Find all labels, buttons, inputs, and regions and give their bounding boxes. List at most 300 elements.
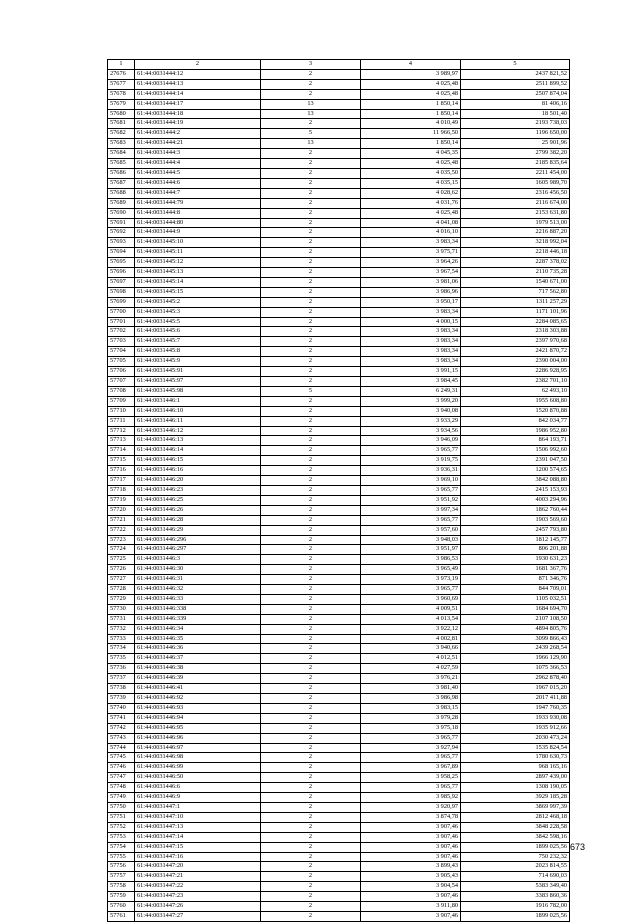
type-code-cell: 2 — [261, 277, 361, 287]
type-code-cell: 2 — [261, 426, 361, 436]
specific-value-cell: 6 249,31 — [361, 386, 461, 396]
row-number-cell: 57682 — [108, 129, 135, 139]
cadastral-value-cell: 871 346,76 — [461, 575, 570, 585]
cadastral-number-cell: 61:44:0031446:37 — [135, 654, 261, 664]
cadastral-number-cell: 61:44:0031445:3 — [135, 307, 261, 317]
cadastral-value-cell: 1535 824,54 — [461, 743, 570, 753]
cadastral-number-cell: 61:44:0031445:8 — [135, 347, 261, 357]
cadastral-value-cell: 717 562,80 — [461, 287, 570, 297]
cadastral-value-cell: 2390 004,00 — [461, 357, 570, 367]
type-code-cell: 2 — [261, 902, 361, 912]
row-number-cell: 27676 — [108, 69, 135, 79]
table-row — [108, 753, 570, 763]
type-code-cell: 2 — [261, 357, 361, 367]
table-row — [108, 228, 570, 238]
cadastral-number-cell: 61:44:0031446:23 — [135, 485, 261, 495]
row-number-cell: 57716 — [108, 466, 135, 476]
specific-value-cell: 3 950,17 — [361, 297, 461, 307]
cadastral-number-cell: 61:44:0031444:12 — [135, 69, 261, 79]
row-number-cell: 57689 — [108, 198, 135, 208]
specific-value-cell: 4 035,50 — [361, 168, 461, 178]
specific-value-cell: 3 981,06 — [361, 277, 461, 287]
cadastral-value-cell: 4003 294,96 — [461, 495, 570, 505]
specific-value-cell: 3 907,46 — [361, 911, 461, 921]
cadastral-value-cell: 1681 367,76 — [461, 565, 570, 575]
type-code-cell: 2 — [261, 248, 361, 258]
table-row — [108, 476, 570, 486]
table-row — [108, 426, 570, 436]
cadastral-number-cell: 61:44:0031446:25 — [135, 495, 261, 505]
table-row — [108, 892, 570, 902]
specific-value-cell: 3 976,21 — [361, 674, 461, 684]
type-code-cell: 2 — [261, 684, 361, 694]
row-number-cell: 57755 — [108, 852, 135, 862]
cadastral-value-cell: 1933 930,08 — [461, 713, 570, 723]
row-number-cell: 57730 — [108, 604, 135, 614]
type-code-cell: 2 — [261, 555, 361, 565]
cadastral-value-cell: 806 201,88 — [461, 545, 570, 555]
specific-value-cell: 3 965,77 — [361, 485, 461, 495]
table-row — [108, 575, 570, 585]
row-number-cell: 57704 — [108, 347, 135, 357]
cadastral-value-cell: 1935 912,66 — [461, 723, 570, 733]
type-code-cell: 2 — [261, 218, 361, 228]
type-code-cell: 2 — [261, 743, 361, 753]
specific-value-cell: 4 025,48 — [361, 79, 461, 89]
type-code-cell: 2 — [261, 268, 361, 278]
specific-value-cell: 3 975,18 — [361, 723, 461, 733]
cadastral-value-cell: 2382 701,10 — [461, 377, 570, 387]
cadastral-value-cell: 2193 738,03 — [461, 119, 570, 129]
table-row — [108, 783, 570, 793]
specific-value-cell: 3 981,40 — [361, 684, 461, 694]
specific-value-cell: 3 965,77 — [361, 783, 461, 793]
cadastral-value-cell: 3842 088,80 — [461, 476, 570, 486]
table-row — [108, 159, 570, 169]
cadastral-number-cell: 61:44:0031445:13 — [135, 268, 261, 278]
table-row — [108, 594, 570, 604]
cadastral-value-cell: 2216 887,20 — [461, 228, 570, 238]
row-number-cell: 57739 — [108, 694, 135, 704]
cadastral-number-cell: 61:44:0031444:14 — [135, 89, 261, 99]
type-code-cell: 2 — [261, 624, 361, 634]
type-code-cell: 2 — [261, 604, 361, 614]
table-row — [108, 198, 570, 208]
cadastral-number-cell: 61:44:0031447:22 — [135, 882, 261, 892]
table-row — [108, 713, 570, 723]
table-row — [108, 347, 570, 357]
specific-value-cell: 3 965,49 — [361, 565, 461, 575]
cadastral-value-cell: 2962 878,40 — [461, 674, 570, 684]
table-row — [108, 89, 570, 99]
type-code-cell: 2 — [261, 535, 361, 545]
type-code-cell: 2 — [261, 594, 361, 604]
cadastral-value-cell: 2437 821,52 — [461, 69, 570, 79]
table-row — [108, 733, 570, 743]
specific-value-cell: 3 983,34 — [361, 357, 461, 367]
cadastral-value-cell: 1899 025,56 — [461, 842, 570, 852]
table-row — [108, 258, 570, 268]
cadastral-value-cell: 1200 574,65 — [461, 466, 570, 476]
cadastral-value-cell: 2030 473,24 — [461, 733, 570, 743]
row-number-cell: 57679 — [108, 99, 135, 109]
table-row — [108, 367, 570, 377]
row-number-cell: 57694 — [108, 248, 135, 258]
row-number-cell: 57748 — [108, 783, 135, 793]
row-number-cell: 57752 — [108, 822, 135, 832]
table-row — [108, 178, 570, 188]
cadastral-value-cell: 1967 015,20 — [461, 684, 570, 694]
row-number-cell: 57680 — [108, 109, 135, 119]
type-code-cell: 2 — [261, 515, 361, 525]
cadastral-value-table — [107, 59, 570, 922]
table-row — [108, 168, 570, 178]
cadastral-number-cell: 61:44:0031445:15 — [135, 287, 261, 297]
table-row — [108, 812, 570, 822]
row-number-cell: 57737 — [108, 674, 135, 684]
cadastral-number-cell: 61:44:0031445:98 — [135, 386, 261, 396]
cadastral-number-cell: 61:44:0031446:10 — [135, 406, 261, 416]
specific-value-cell: 3 927,94 — [361, 743, 461, 753]
cadastral-value-cell: 3869 997,39 — [461, 802, 570, 812]
specific-value-cell: 4 025,48 — [361, 89, 461, 99]
type-code-cell: 2 — [261, 476, 361, 486]
type-code-cell: 2 — [261, 198, 361, 208]
type-code-cell: 2 — [261, 773, 361, 783]
cadastral-number-cell: 61:44:0031446:12 — [135, 426, 261, 436]
cadastral-value-cell: 1311 257,29 — [461, 297, 570, 307]
specific-value-cell: 3 951,97 — [361, 545, 461, 555]
row-number-cell: 57758 — [108, 882, 135, 892]
table-row — [108, 703, 570, 713]
type-code-cell: 2 — [261, 911, 361, 921]
cadastral-number-cell: 61:44:0031446:96 — [135, 733, 261, 743]
cadastral-number-cell: 61:44:0031446:339 — [135, 614, 261, 624]
row-number-cell: 57722 — [108, 525, 135, 535]
type-code-cell: 2 — [261, 723, 361, 733]
specific-value-cell: 4 000,15 — [361, 317, 461, 327]
type-code-cell: 2 — [261, 485, 361, 495]
type-code-cell: 2 — [261, 703, 361, 713]
table-row — [108, 386, 570, 396]
specific-value-cell: 3 899,43 — [361, 862, 461, 872]
specific-value-cell: 3 967,54 — [361, 268, 461, 278]
specific-value-cell: 4 016,10 — [361, 228, 461, 238]
row-number-cell: 57749 — [108, 793, 135, 803]
table-row — [108, 862, 570, 872]
cadastral-number-cell: 61:44:0031446:28 — [135, 515, 261, 525]
specific-value-cell: 3 919,75 — [361, 456, 461, 466]
row-number-cell: 57692 — [108, 228, 135, 238]
type-code-cell: 2 — [261, 812, 361, 822]
table-row — [108, 99, 570, 109]
row-number-cell: 57721 — [108, 515, 135, 525]
type-code-cell: 2 — [261, 297, 361, 307]
cadastral-number-cell: 61:44:0031446:13 — [135, 436, 261, 446]
cadastral-number-cell: 61:44:0031447:26 — [135, 902, 261, 912]
specific-value-cell: 3 979,28 — [361, 713, 461, 723]
cadastral-number-cell: 61:44:0031447:13 — [135, 822, 261, 832]
table-row — [108, 773, 570, 783]
type-code-cell: 2 — [261, 634, 361, 644]
specific-value-cell: 4 035,15 — [361, 178, 461, 188]
cadastral-value-cell: 2287 378,02 — [461, 258, 570, 268]
cadastral-number-cell: 61:44:0031445:6 — [135, 327, 261, 337]
row-number-cell: 57746 — [108, 763, 135, 773]
type-code-cell: 2 — [261, 89, 361, 99]
type-code-cell: 2 — [261, 862, 361, 872]
table-row — [108, 882, 570, 892]
row-number-cell: 57742 — [108, 723, 135, 733]
cadastral-number-cell: 61:44:0031446:34 — [135, 624, 261, 634]
specific-value-cell: 3 985,92 — [361, 793, 461, 803]
specific-value-cell: 3 989,97 — [361, 69, 461, 79]
cadastral-number-cell: 61:44:0031447:16 — [135, 852, 261, 862]
row-number-cell: 57754 — [108, 842, 135, 852]
specific-value-cell: 3 983,34 — [361, 307, 461, 317]
cadastral-value-cell: 81 406,16 — [461, 99, 570, 109]
type-code-cell: 2 — [261, 337, 361, 347]
cadastral-value-cell: 2153 631,80 — [461, 208, 570, 218]
specific-value-cell: 4 009,51 — [361, 604, 461, 614]
row-number-cell: 57702 — [108, 327, 135, 337]
table-row — [108, 585, 570, 595]
type-code-cell: 2 — [261, 822, 361, 832]
cadastral-number-cell: 61:44:0031446:32 — [135, 585, 261, 595]
specific-value-cell: 3 907,46 — [361, 852, 461, 862]
specific-value-cell: 3 934,56 — [361, 426, 461, 436]
specific-value-cell: 3 957,60 — [361, 525, 461, 535]
cadastral-value-cell: 1812 145,77 — [461, 535, 570, 545]
table-row — [108, 287, 570, 297]
cadastral-value-cell: 1862 760,44 — [461, 505, 570, 515]
specific-value-cell: 3 940,66 — [361, 644, 461, 654]
table-row — [108, 406, 570, 416]
row-number-cell: 57713 — [108, 436, 135, 446]
row-number-cell: 57756 — [108, 862, 135, 872]
cadastral-value-cell: 968 165,16 — [461, 763, 570, 773]
specific-value-cell: 3 991,15 — [361, 367, 461, 377]
cadastral-value-cell: 2507 874,04 — [461, 89, 570, 99]
cadastral-value-cell: 2110 735,28 — [461, 268, 570, 278]
row-number-cell: 57733 — [108, 634, 135, 644]
row-number-cell: 57686 — [108, 168, 135, 178]
type-code-cell: 2 — [261, 119, 361, 129]
cadastral-value-cell: 2218 446,18 — [461, 248, 570, 258]
cadastral-number-cell: 61:44:0031446:3 — [135, 555, 261, 565]
specific-value-cell: 3 965,77 — [361, 585, 461, 595]
row-number-cell: 57688 — [108, 188, 135, 198]
specific-value-cell: 4 041,08 — [361, 218, 461, 228]
type-code-cell: 2 — [261, 377, 361, 387]
table-row — [108, 377, 570, 387]
type-code-cell: 5 — [261, 129, 361, 139]
cadastral-value-cell: 1196 650,00 — [461, 129, 570, 139]
type-code-cell: 2 — [261, 446, 361, 456]
type-code-cell: 2 — [261, 793, 361, 803]
row-number-cell: 57757 — [108, 872, 135, 882]
row-number-cell: 57696 — [108, 268, 135, 278]
row-number-cell: 57725 — [108, 555, 135, 565]
cadastral-value-cell: 2511 899,52 — [461, 79, 570, 89]
specific-value-cell: 3 983,34 — [361, 347, 461, 357]
table-row — [108, 624, 570, 634]
table-row — [108, 902, 570, 912]
cadastral-value-cell: 2391 047,50 — [461, 456, 570, 466]
type-code-cell: 2 — [261, 585, 361, 595]
table-row — [108, 149, 570, 159]
table-body — [108, 60, 570, 922]
row-number-cell: 57714 — [108, 446, 135, 456]
row-number-cell: 57693 — [108, 238, 135, 248]
row-number-cell: 57750 — [108, 802, 135, 812]
row-number-cell: 57690 — [108, 208, 135, 218]
row-number-cell: 57727 — [108, 575, 135, 585]
row-number-cell: 57695 — [108, 258, 135, 268]
table-row — [108, 208, 570, 218]
cadastral-value-cell: 1540 671,00 — [461, 277, 570, 287]
row-number-cell: 57687 — [108, 178, 135, 188]
cadastral-value-cell: 2185 835,64 — [461, 159, 570, 169]
cadastral-number-cell: 61:44:0031446:29 — [135, 525, 261, 535]
type-code-cell: 2 — [261, 872, 361, 882]
row-number-cell: 57701 — [108, 317, 135, 327]
type-code-cell: 2 — [261, 832, 361, 842]
cadastral-value-cell: 5383 349,40 — [461, 882, 570, 892]
type-code-cell: 2 — [261, 505, 361, 515]
row-number-cell: 57703 — [108, 337, 135, 347]
cadastral-number-cell: 61:44:0031446:31 — [135, 575, 261, 585]
row-number-cell: 57717 — [108, 476, 135, 486]
type-code-cell: 2 — [261, 367, 361, 377]
cadastral-value-cell: 1955 608,80 — [461, 396, 570, 406]
row-number-cell: 57712 — [108, 426, 135, 436]
cadastral-number-cell: 61:44:0031446:30 — [135, 565, 261, 575]
specific-value-cell: 4 010,49 — [361, 119, 461, 129]
table-row — [108, 911, 570, 921]
specific-value-cell: 3 969,10 — [361, 476, 461, 486]
specific-value-cell: 3 936,31 — [361, 466, 461, 476]
type-code-cell: 2 — [261, 783, 361, 793]
row-number-cell: 57744 — [108, 743, 135, 753]
specific-value-cell: 3 965,77 — [361, 446, 461, 456]
type-code-cell: 2 — [261, 713, 361, 723]
type-code-cell: 2 — [261, 258, 361, 268]
cadastral-number-cell: 61:44:0031446:14 — [135, 446, 261, 456]
specific-value-cell: 3 907,46 — [361, 842, 461, 852]
type-code-cell: 2 — [261, 852, 361, 862]
specific-value-cell: 3 983,34 — [361, 337, 461, 347]
table-row — [108, 317, 570, 327]
type-code-cell: 2 — [261, 664, 361, 674]
cadastral-value-cell: 1506 992,60 — [461, 446, 570, 456]
type-code-cell: 2 — [261, 317, 361, 327]
cadastral-number-cell: 61:44:0031446:98 — [135, 753, 261, 763]
specific-value-cell: 3 958,25 — [361, 773, 461, 783]
cadastral-value-cell: 1308 190,05 — [461, 783, 570, 793]
row-number-cell: 57747 — [108, 773, 135, 783]
cadastral-number-cell: 61:44:0031445:91 — [135, 367, 261, 377]
column-header-5: 5 — [461, 60, 570, 70]
specific-value-cell: 4 045,35 — [361, 149, 461, 159]
cadastral-number-cell: 61:44:0031447:20 — [135, 862, 261, 872]
cadastral-value-cell: 2897 439,00 — [461, 773, 570, 783]
table-row — [108, 842, 570, 852]
table-row — [108, 674, 570, 684]
table-row — [108, 723, 570, 733]
cadastral-value-cell: 1947 760,35 — [461, 703, 570, 713]
cadastral-value-cell: 2017 411,88 — [461, 694, 570, 704]
column-header-1: 1 — [108, 60, 135, 70]
specific-value-cell: 3 960,69 — [361, 594, 461, 604]
cadastral-value-cell: 1684 694,70 — [461, 604, 570, 614]
cadastral-value-cell: 2415 153,93 — [461, 485, 570, 495]
specific-value-cell: 3 965,77 — [361, 753, 461, 763]
cadastral-value-cell: 1966 129,90 — [461, 654, 570, 664]
row-number-cell: 57697 — [108, 277, 135, 287]
row-number-cell: 57753 — [108, 832, 135, 842]
cadastral-number-cell: 61:44:0031445:7 — [135, 337, 261, 347]
cadastral-value-cell: 714 690,03 — [461, 872, 570, 882]
specific-value-cell: 3 983,15 — [361, 703, 461, 713]
cadastral-number-cell: 61:44:0031446:338 — [135, 604, 261, 614]
cadastral-number-cell: 61:44:0031445:11 — [135, 248, 261, 258]
type-code-cell: 2 — [261, 347, 361, 357]
specific-value-cell: 3 999,20 — [361, 396, 461, 406]
table-row — [108, 218, 570, 228]
table-row — [108, 277, 570, 287]
type-code-cell: 2 — [261, 406, 361, 416]
type-code-cell: 13 — [261, 139, 361, 149]
row-number-cell: 57720 — [108, 505, 135, 515]
cadastral-number-cell: 61:44:0031445:14 — [135, 277, 261, 287]
cadastral-number-cell: 61:44:0031444:6 — [135, 178, 261, 188]
cadastral-value-cell: 2318 303,88 — [461, 327, 570, 337]
specific-value-cell: 3 907,46 — [361, 892, 461, 902]
table-row — [108, 852, 570, 862]
cadastral-number-cell: 61:44:0031445:9 — [135, 357, 261, 367]
cadastral-value-cell: 1979 513,00 — [461, 218, 570, 228]
table-row — [108, 188, 570, 198]
row-number-cell: 57740 — [108, 703, 135, 713]
specific-value-cell: 4 031,76 — [361, 198, 461, 208]
specific-value-cell: 3 967,89 — [361, 763, 461, 773]
type-code-cell: 2 — [261, 545, 361, 555]
cadastral-number-cell: 61:44:0031445:10 — [135, 238, 261, 248]
type-code-cell: 2 — [261, 694, 361, 704]
cadastral-number-cell: 61:44:0031446:99 — [135, 763, 261, 773]
type-code-cell: 2 — [261, 644, 361, 654]
row-number-cell: 57685 — [108, 159, 135, 169]
row-number-cell: 57683 — [108, 139, 135, 149]
cadastral-number-cell: 61:44:0031447:10 — [135, 812, 261, 822]
column-header-4: 4 — [361, 60, 461, 70]
type-code-cell: 2 — [261, 733, 361, 743]
table-row — [108, 396, 570, 406]
table-row — [108, 446, 570, 456]
table-row — [108, 466, 570, 476]
table-row — [108, 119, 570, 129]
table-row — [108, 337, 570, 347]
cadastral-value-cell: 1520 870,88 — [461, 406, 570, 416]
specific-value-cell: 4 025,48 — [361, 159, 461, 169]
table-row — [108, 802, 570, 812]
type-code-cell: 2 — [261, 674, 361, 684]
row-number-cell: 57735 — [108, 654, 135, 664]
cadastral-number-cell: 61:44:0031446:95 — [135, 723, 261, 733]
table-row — [108, 307, 570, 317]
specific-value-cell: 4 028,62 — [361, 188, 461, 198]
